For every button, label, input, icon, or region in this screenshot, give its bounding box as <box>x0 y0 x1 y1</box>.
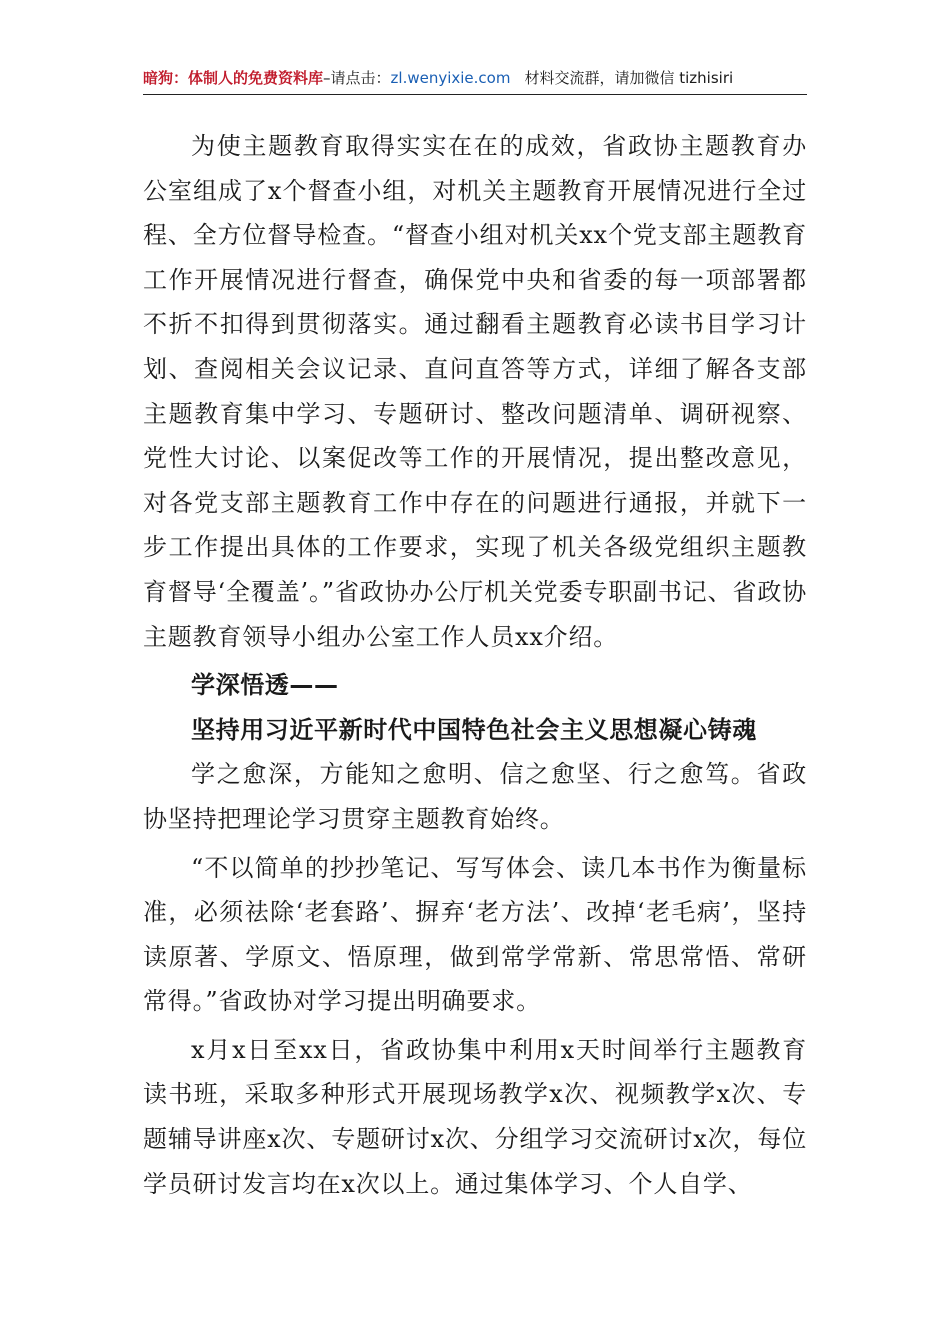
header-link[interactable]: zl.wenyixie.com <box>390 69 511 87</box>
header-prompt: –请点击： <box>323 69 391 87</box>
section-subheading: 坚持用习近平新时代中国特色社会主义思想凝心铸魂 <box>191 715 757 744</box>
header-brand: 暗狗：体制人的免费资料库 <box>143 69 324 87</box>
paragraph: 学之愈深，方能知之愈明、信之愈坚、行之愈笃。省政协坚持把理论学习贯穿主题教育始终。 <box>143 760 807 833</box>
paragraph: x月x日至xx日，省政协集中利用x天时间举行主题教育读书班，采取多种形式开展现场教学x次、视频教学x次、专题辅导讲座x次、专题研讨x次、分组学习交流研讨x次，每位学员研讨发言均在x次以上。通过集体学习、个人自学、 <box>143 1035 807 1198</box>
document-body <box>143 124 807 1206</box>
page-header <box>143 66 807 95</box>
header-contact: 材料交流群，请加微信 tizhisiri <box>524 69 734 87</box>
paragraph: “不以简单的抄抄笔记、写写体会、读几本书作为衡量标准，必须祛除‘老套路’、摒弃‘老方法’、改掉‘老毛病’，坚持读原著、学原文、悟原理，做到常学常新、常思常悟、常研常得。”省政协对学习提出明确要求。 <box>143 853 807 1016</box>
section-heading: 学深悟透—— <box>191 671 339 700</box>
paragraph: 为使主题教育取得实实在在的成效，省政协主题教育办公室组成了x个督查小组，对机关主题教育开展情况进行全过程、全方位督导检查。“督查小组对机关xx个党支部主题教育工作开展情况进行督查，确保党中央和省委的每一项部署都不折不扣得到贯彻落实。通过翻看主题教育必读书目学习计划、查阅相关会议记录、直问直答等方式，详细了解各支部主题教育集中学习、专题研讨、整改问题清单、调研视察、党性大讨论、以案促改等工作的开展情况，提出整改意见，对各党支部主题教育工作中存在的问题进行通报，并就下一步工作提出具体的工作要求，实现了机关各级党组织主题教育督导‘全覆盖’。”省政协办公厅机关党委专职副书记、省政协主题教育领导小组办公室工作人员xx介绍。 <box>143 132 807 651</box>
